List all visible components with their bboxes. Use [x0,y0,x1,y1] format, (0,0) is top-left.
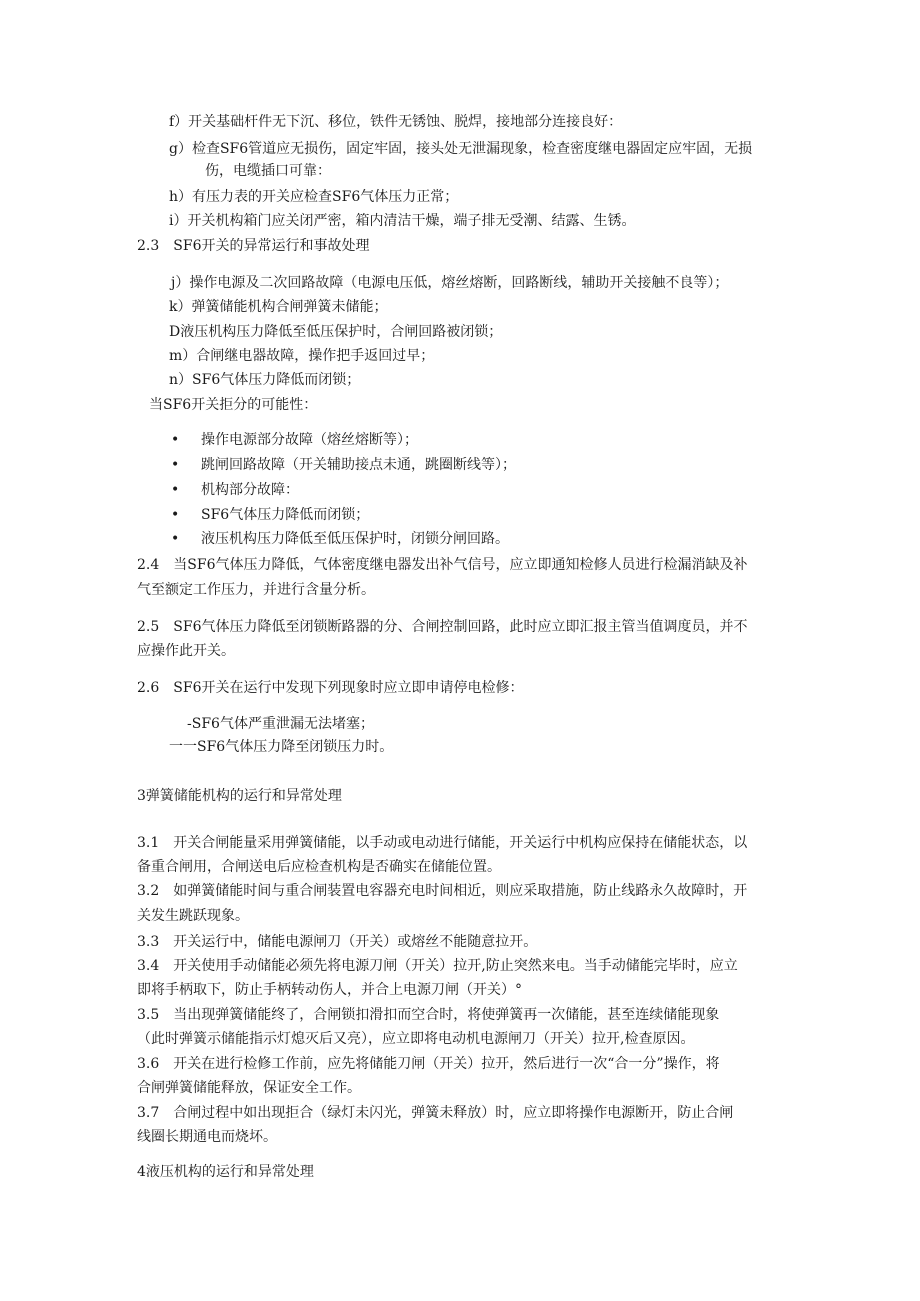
chapter-3-line: 关发生跳跃现象。 [137,908,249,924]
bullet-marker: • [171,457,180,473]
list-item-m: m）合闸继电器故障，操作把手返回过早； [169,348,435,364]
chapter-3-line: 3.4 开关使用手动储能必须先将电源刀闸（开关）拉开,防止突然来电。当手动储能完毕时，应立 [137,958,738,974]
chapter-3-line: 备重合闸用，合闸送电后应检查机构是否确实在储能位置。 [137,859,501,875]
chapter-3-line: 合闸弹簧储能释放，保证安全工作。 [137,1080,361,1096]
bullet-item: 跳闸回路故障（开关辅助接点未通，跳圈断线等）； [201,457,516,473]
bullet-marker: • [171,531,180,547]
chapter-3-line: 3.5 当出现弹簧储能终了，合闸锁扣滑扣而空合时，将使弹簧再一次储能，甚至连续储能现象 [137,1007,720,1023]
list-item-g-cont: 伤，电缆插口可靠： [205,163,331,179]
list-item-g: g）检查SF6管道应无损伤，固定牢固，接头处无泄漏现象，检查密度继电器固定应牢固，无损 [169,141,753,157]
chapter-3-line: 3.3 开关运行中，储能电源闸刀（开关）或熔丝不能随意拉开。 [137,934,538,950]
bullet-item: 机构部分故障： [201,482,299,498]
chapter-3-line: 3.6 开关在进行检修工作前，应先将储能刀闸（开关）拉开，然后进行一次“合一分”操作，将 [137,1056,720,1072]
list-item-h: h）有压力表的开关应检查SF6气体压力正常； [169,189,459,205]
chapter-3-line: 即将手柄取下，防止手柄转动伤人，并合上电源刀闸（开关）° [137,982,522,998]
section-2-6-dash2: 一一SF6气体压力降至闭锁压力时。 [169,739,394,755]
section-2-4-line2: 气至额定工作压力，并进行含量分析。 [137,582,375,598]
list-item-l: D液压机构压力降低至低压保护时，合闸回路被闭锁； [169,324,503,340]
list-item-k: k）弹簧储能机构合闸弹簧未储能； [169,299,388,315]
list-item-n: n）SF6气体压力降低而闭锁； [169,372,361,388]
bullet-item: 操作电源部分故障（熔丝熔断等）； [201,432,418,448]
section-2-6-line1: 2.6 SF6开关在运行中发现下列现象时应立即申请停电检修： [137,680,524,696]
bullet-marker: • [171,482,180,498]
section-2-5-line1: 2.5 SF6气体压力降低至闭锁断路器的分、合闸控制回路，此时应立即汇报主管当值调度员，并不 [137,619,748,635]
section-2-3-heading: 2.3 SF6开关的异常运行和事故处理 [137,238,370,254]
bullet-marker: • [171,507,180,523]
section-2-5-line2: 应操作此开关。 [137,643,235,659]
chapter-3-heading: 3弹簧储能机构的运行和异常处理 [137,788,342,804]
refuse-open-title: 当SF6开关拒分的可能性： [149,397,318,413]
bullet-item: SF6气体压力降低而闭锁； [201,507,370,523]
chapter-3-line: 3.1 开关合闸能量采用弹簧储能，以手动或电动进行储能，开关运行中机构应保持在储能状态，以 [137,835,748,851]
bullet-marker: • [171,432,180,448]
list-item-i: i）开关机构箱门应关闭严密，箱内清洁干燥，端子排无受潮、结露、生锈。 [169,213,636,229]
list-item-j: j）操作电源及二次回路故障（电源电压低，熔丝熔断，回路断线，辅助开关接触不良等）； [171,275,729,291]
chapter-4-heading: 4液压机构的运行和异常处理 [137,1164,314,1180]
chapter-3-line: 线圈长期通电而烧坏。 [137,1129,277,1145]
list-item-f: f）开关基础杆件无下沉、移位，铁件无锈蚀、脱焊，接地部分连接良好： [169,114,623,130]
chapter-3-line: 3.2 如弹簧储能时间与重合闸装置电容器充电时间相近，则应采取措施，防止线路永久故障时，开 [137,883,748,899]
bullet-item: 液压机构压力降低至低压保护时，闭锁分闸回路。 [201,531,509,547]
chapter-3-line: 3.7 合闸过程中如出现拒合（绿灯未闪光，弹簧未释放）时，应立即将操作电源断开，防止合闸 [137,1105,734,1121]
section-2-4-line1: 2.4 当SF6气体压力降低，气体密度继电器发出补气信号，应立即通知检修人员进行检漏消缺及补 [137,557,748,573]
section-2-6-dash1: -SF6气体严重泄漏无法堵塞； [187,716,374,732]
chapter-3-line: （此时弹簧示储能指示灯熄灭后又亮），应立即将电动机电源闸刀（开关）拉开,检查原因。 [137,1031,695,1047]
